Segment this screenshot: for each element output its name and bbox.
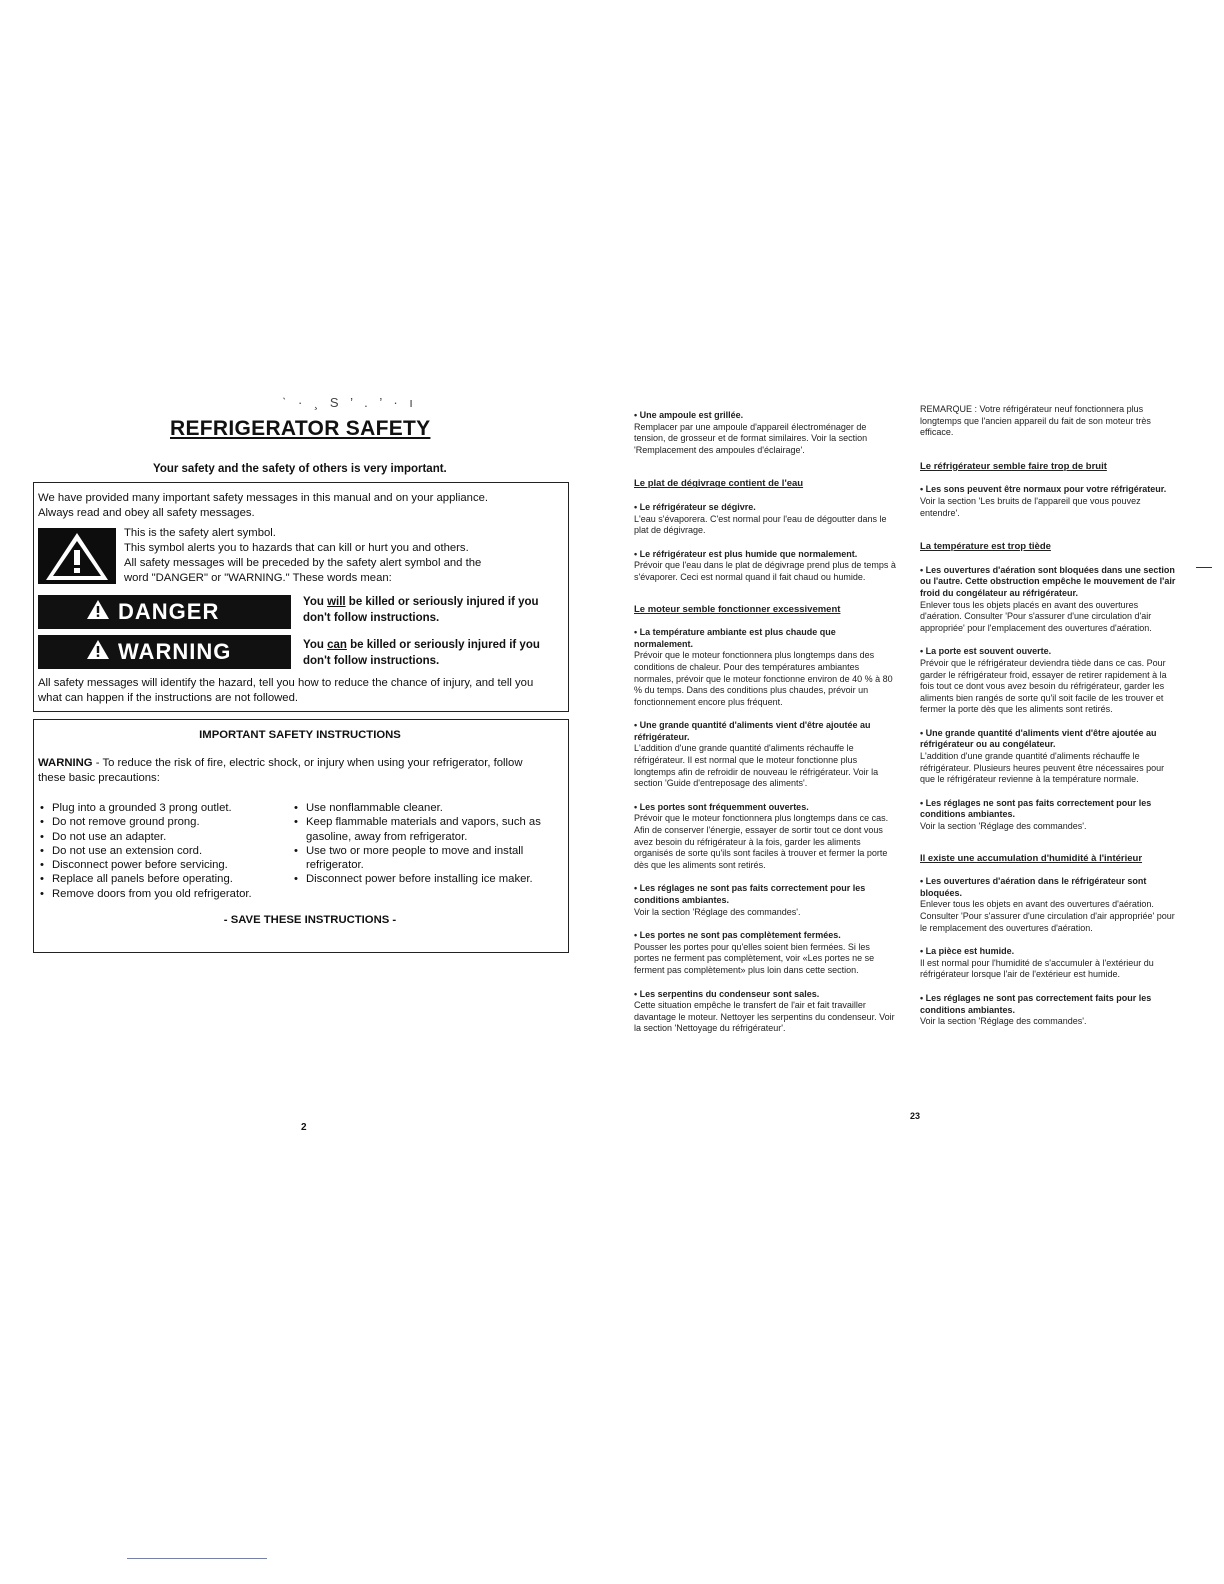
section-heading: Il existe une accumulation d'humidité à l'intérieur	[920, 852, 1143, 864]
section-heading: La température est trop tiède	[920, 541, 1051, 553]
precaution-item: • Use two or more people to move and install refrigerator.	[292, 844, 562, 873]
symbol-line-1: This is the safety alert symbol.	[124, 527, 276, 539]
warning-triangle-icon	[86, 639, 110, 666]
page-subtitle: Your safety and the safety of others is very important.	[153, 463, 447, 475]
list-item: • Les sons peuvent être normaux pour votre réfrigérateur. Voir la section 'Les bruits de l'appareil que vous pouvez entendre'.	[920, 484, 1178, 519]
warning-signal-bar	[38, 635, 291, 669]
symbol-line-2: This symbol alerts you to hazards that can kill or hurt you and others.	[124, 542, 469, 554]
safety-alert-icon	[38, 528, 116, 584]
identify-text	[38, 676, 566, 706]
right-column	[920, 404, 1178, 1040]
symbol-line-4: word "DANGER" or "WARNING." These words mean:	[124, 572, 392, 584]
danger-emphasis: will	[327, 596, 346, 608]
list-item: • Une grande quantité d'aliments vient d'être ajoutée au réfrigérateur. L'addition d'une grande quantité d'aliments réchauffe le réfrigérateur. Il est normal que le moteur fonctionne plus longtemps afin de refroidir de nouveau le réfrigérateur. Voir la section 'Guide d'entreposage des aliments'.	[634, 720, 896, 790]
list-item: • La porte est souvent ouverte. Prévoir que le réfrigérateur deviendra tiède dans ce cas. Pour garder le réfrigérateur froid, essayer de retirer rapidement à la fois tout ce dont vous avez besoin du réfrigérateur, garder les aliments bien rangés de sorte qu'il soit facile de les trouver et fermer la porte dès que les aliments sont retirés.	[920, 646, 1178, 716]
warning-intro: WARNING - To reduce the risk of fire, electric shock, or injury when using your refrigerator, follow these basic precautions:	[38, 757, 523, 784]
symbol-explanation	[124, 526, 481, 586]
instructions-title: IMPORTANT SAFETY INSTRUCTIONS	[199, 729, 401, 741]
list-item: • Les ouvertures d'aération dans le réfrigérateur sont bloquées. Enlever tous les objets en avant des ouvertures d'aération. Consulter 'Pour s'assurer d'une circulation d'air appropriée' pour le remplacement des ouvertures d'aération.	[920, 876, 1178, 934]
save-instructions: - SAVE THESE INSTRUCTIONS -	[223, 914, 397, 926]
identify-line-2: what can happen if the instructions are not followed.	[38, 692, 298, 704]
page-number: 2	[301, 1122, 307, 1133]
intro-line-1: We have provided many important safety messages in this manual and on your appliance.	[38, 492, 489, 504]
danger-meaning: You will be killed or seriously injured if you don't follow instructions.	[303, 596, 539, 624]
section-heading: Le réfrigérateur semble faire trop de bruit	[920, 460, 1107, 472]
precaution-item: • Do not remove ground prong.	[38, 815, 288, 829]
warning-emphasis: can	[327, 639, 347, 651]
scan-underline	[127, 1558, 267, 1559]
warning-triangle-icon	[86, 599, 110, 626]
list-item: • Les portes ne sont pas complètement fermées. Pousser les portes pour qu'elles soient bien fermées. Si les portes ne ferment pas complètement, voir «Les portes ne se ferment pas complètement» plus loin dans cette section.	[634, 930, 896, 976]
list-item: • Les portes sont fréquemment ouvertes. Prévoir que le moteur fonctionnera plus longtemps dans ce cas. Afin de conserver l'énergie, essayer de sortir tout ce dont vous avez besoin du réfrigérateur à la fois, garder les aliments organisés de sorte qu'ils sont faciles à trouver et fermer la porte dès que les aliments sont retirés.	[634, 802, 896, 872]
precautions-right-list	[292, 801, 562, 887]
precaution-item: • Plug into a grounded 3 prong outlet.	[38, 801, 288, 815]
precaution-item: • Replace all panels before operating.	[38, 872, 288, 886]
list-item: • Les ouvertures d'aération sont bloquées dans une section ou l'autre. Cette obstruction empêche le mouvement de l'air froid du congélateur au réfrigérateur. Enlever tous les objets placés en avant des ouvertures d'aération. Consulter 'Pour s'assurer d'une circulation d'air appropriée' pour l'emplacement des ouvertures d'aération.	[920, 565, 1178, 635]
precaution-item: • Keep flammable materials and vapors, such as gasoline, away from refrigerator.	[292, 815, 562, 844]
list-item: • Une ampoule est grillée. Remplacer par une ampoule d'appareil électroménager de tension, de grosseur et de format similaires. Voir la section 'Remplacement des ampoules d'éclairage'.	[634, 410, 896, 456]
list-item: • Les réglages ne sont pas correctement faits pour les conditions ambiantes. Voir la section 'Réglage des commandes'.	[920, 993, 1178, 1028]
section-heading: Le plat de dégivrage contient de l'eau	[634, 478, 804, 490]
list-item: • Les serpentins du condenseur sont sales. Cette situation empêche le transfert de l'air et fait travailler davantage le moteur. Nettoyer les serpentins du condenseur. Voir la section 'Nettoyage du réfrigérateur'.	[634, 989, 896, 1035]
precautions-left-list	[38, 801, 288, 901]
header-scribble: ˋ · ¸ S ’ . ’ · ı	[282, 395, 417, 410]
intro-text	[38, 491, 488, 521]
list-item: • La température ambiante est plus chaude que normalement. Prévoir que le moteur fonctionnera plus longtemps dans des conditions de chaleur. Pour des températures ambiantes normales, prévoir que le moteur fonctionne environ de 40 % à 80 % du temps. Dans des conditions plus chaudes, prévoir un fonctionnement encore plus fréquent.	[634, 627, 896, 708]
precaution-item: • Remove doors from you old refrigerator.	[38, 887, 288, 901]
precaution-item: • Do not use an adapter.	[38, 830, 288, 844]
remarque-label: REMARQUE	[920, 404, 973, 414]
list-item: • Le réfrigérateur est plus humide que normalement. Prévoir que l'eau dans le plat de dégivrage prend plus de temps à s'évaporer. Ceci est normal quand il fait chaud ou humide.	[634, 549, 896, 584]
remarque-note: REMARQUE : Votre réfrigérateur neuf fonctionnera plus longtemps que l'ancien appareil du fait de son moteur très efficace.	[920, 404, 1151, 438]
list-item: • Une grande quantité d'aliments vient d'être ajoutée au réfrigérateur ou au congélateur. L'addition d'une grande quantité d'aliments réchauffe le réfrigérateur. Plusieurs heures peuvent être nécessaires pour que le réfrigérateur revienne à la température normale.	[920, 728, 1178, 786]
list-item: • Le réfrigérateur se dégivre. L'eau s'évaporera. C'est normal pour l'eau de dégoutter dans le plat de dégivrage.	[634, 502, 896, 537]
precaution-item: • Do not use an extension cord.	[38, 844, 288, 858]
warning-prefix: WARNING	[38, 757, 93, 769]
danger-label: DANGER	[118, 599, 220, 624]
precaution-item: • Use nonflammable cleaner.	[292, 801, 562, 815]
section-heading: Le moteur semble fonctionner excessivement	[634, 603, 841, 615]
precaution-item: • Disconnect power before installing ice maker.	[292, 872, 562, 886]
identify-line-1: All safety messages will identify the hazard, tell you how to reduce the chance of injury, and tell you	[38, 677, 534, 689]
page-number: 23	[910, 1111, 921, 1121]
page-title: REFRIGERATOR SAFETY	[170, 417, 431, 440]
list-item: • La pièce est humide. Il est normal pour l'humidité de s'accumuler à l'extérieur du réfrigérateur lorsque l'air de l'extérieur est humide.	[920, 946, 1178, 981]
danger-signal-bar	[38, 595, 291, 629]
intro-line-2: Always read and obey all safety messages.	[38, 507, 255, 519]
list-item: • Les réglages ne sont pas faits correctement pour les conditions ambiantes. Voir la section 'Réglage des commandes'.	[634, 883, 896, 918]
precaution-item: • Disconnect power before servicing.	[38, 858, 288, 872]
scan-mark	[1196, 567, 1212, 568]
warning-label: WARNING	[118, 639, 232, 664]
middle-column	[634, 410, 896, 1047]
warning-meaning: You can be killed or seriously injured if you don't follow instructions.	[303, 639, 540, 667]
list-item: • Les réglages ne sont pas faits correctement pour les conditions ambiantes. Voir la section 'Réglage des commandes'.	[920, 798, 1178, 833]
symbol-line-3: All safety messages will be preceded by the safety alert symbol and the	[124, 557, 482, 569]
